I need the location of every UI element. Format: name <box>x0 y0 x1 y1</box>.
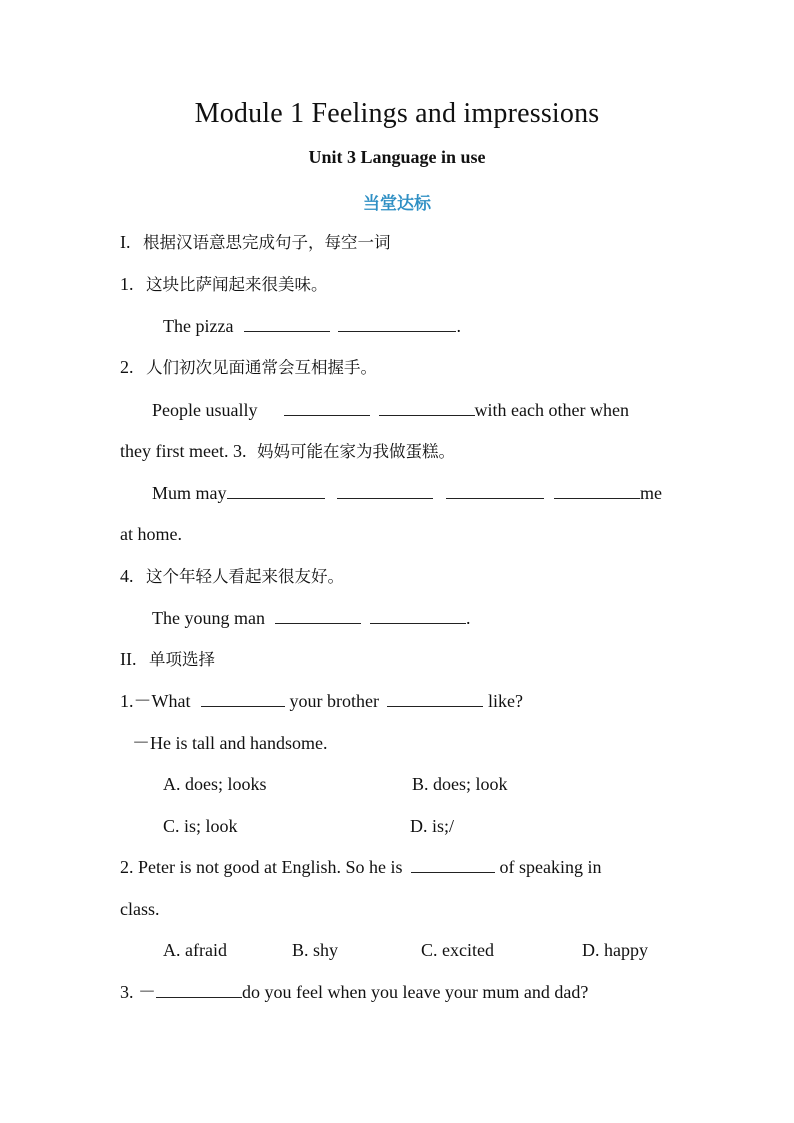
answer-blank[interactable] <box>446 482 544 499</box>
part2-heading-text: 单项选择 <box>149 650 215 669</box>
part2-heading <box>120 647 215 672</box>
part1-q3-en-cont: at home. <box>120 524 182 544</box>
q2-english-end: with each other when <box>474 400 629 420</box>
section-tag: 当堂达标 <box>363 194 431 214</box>
q2-chinese: 人们初次见面通常会互相握手。 <box>146 358 377 377</box>
q2-english-start: People usually <box>152 400 258 420</box>
answer-blank[interactable] <box>554 482 640 499</box>
part1-q4-cn <box>120 564 344 589</box>
q1-stem-start: 1.－What <box>120 691 191 711</box>
part1-q2-cn <box>120 355 377 380</box>
q1-number: 1. <box>120 274 134 294</box>
answer-blank[interactable] <box>284 399 370 416</box>
q1-stem-end: like? <box>487 691 523 711</box>
q3-english-end: me <box>640 483 662 503</box>
part1-q2-q3-line <box>120 439 455 464</box>
q2-number: 2. <box>120 357 134 377</box>
answer-blank[interactable] <box>379 399 475 416</box>
q3-stem-start: 3. － <box>120 982 156 1002</box>
q3-stem-end: do you feel when you leave your mum and dad? <box>242 982 589 1002</box>
part1-q1-cn <box>120 272 328 297</box>
q2-stem-end: of speaking in <box>499 857 602 877</box>
q4-number: 4. <box>120 566 134 586</box>
answer-blank[interactable] <box>201 690 285 707</box>
q1-chinese: 这块比萨闻起来很美味。 <box>146 275 328 294</box>
q2-option-a[interactable]: A. afraid <box>163 940 227 960</box>
q4-english: The young man <box>152 608 265 628</box>
q1-option-d[interactable]: D. is;/ <box>410 816 455 836</box>
punctuation: . <box>465 608 471 628</box>
part1-heading <box>120 230 391 255</box>
answer-blank[interactable] <box>156 981 242 998</box>
q1-option-a[interactable]: A. does; looks <box>163 774 267 794</box>
answer-blank[interactable] <box>275 607 361 624</box>
q1-option-c[interactable]: C. is; look <box>163 816 238 836</box>
part1-q4-en <box>152 606 470 630</box>
q1-option-b[interactable]: B. does; look <box>412 774 508 794</box>
answer-blank[interactable] <box>244 315 330 332</box>
q3-chinese: 妈妈可能在家为我做蛋糕。 <box>256 442 455 461</box>
q1-stem-middle: your brother <box>289 691 379 711</box>
punctuation: . <box>456 316 461 336</box>
part1-q2-en <box>152 398 629 422</box>
q2-english-cont: they first meet. 3. <box>120 441 247 461</box>
q4-chinese: 这个年轻人看起来很友好。 <box>146 567 344 586</box>
q1-answer-line: －He is tall and handsome. <box>132 733 328 753</box>
part2-q3 <box>120 980 588 1004</box>
answer-blank[interactable] <box>370 607 466 624</box>
unit-subtitle: Unit 3 Language in use <box>308 147 486 167</box>
answer-blank[interactable] <box>337 482 433 499</box>
answer-blank[interactable] <box>387 690 483 707</box>
answer-blank[interactable] <box>338 315 456 332</box>
q2-option-d[interactable]: D. happy <box>582 940 648 960</box>
part1-heading-num: I. <box>120 232 131 252</box>
q2-option-b[interactable]: B. shy <box>292 940 339 960</box>
part1-q3-en <box>152 481 662 505</box>
part2-q1 <box>120 689 523 713</box>
part1-heading-text: 根据汉语意思完成句子，每空一词 <box>143 233 391 252</box>
q2-stem-start: 2. Peter is not good at English. So he is <box>120 857 403 877</box>
answer-blank[interactable] <box>227 482 325 499</box>
answer-blank[interactable] <box>411 856 495 873</box>
part2-q2 <box>120 855 601 879</box>
q1-english: The pizza <box>163 316 234 336</box>
page-title: Module 1 Feelings and impressions <box>194 98 600 129</box>
q2-stem-cont: class. <box>120 899 160 919</box>
q2-option-c[interactable]: C. excited <box>421 940 494 960</box>
part1-q1-en <box>163 314 461 338</box>
q3-english-start: Mum may <box>152 483 227 503</box>
part2-heading-num: II. <box>120 649 137 669</box>
